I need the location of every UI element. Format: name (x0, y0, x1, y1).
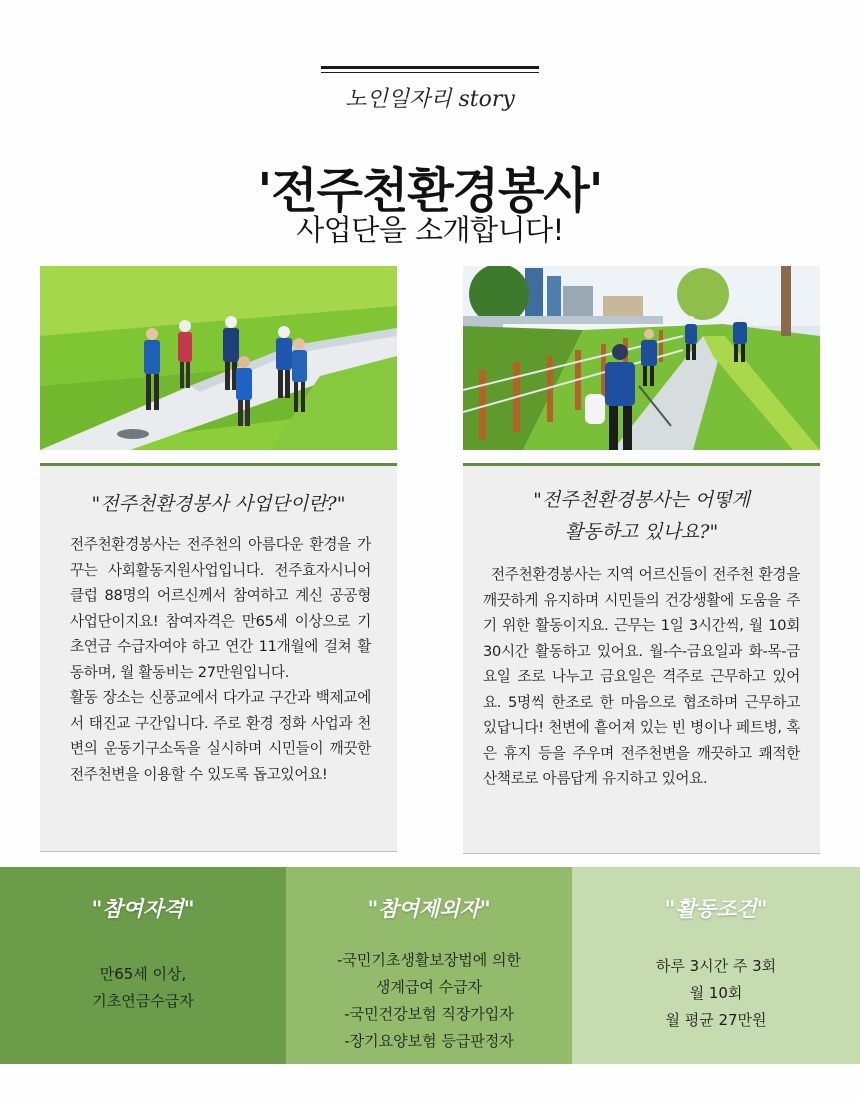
panel-line: 기초연금수급자 (92, 992, 194, 1010)
card-question (463, 484, 820, 548)
photo-seniors-cleaning (463, 266, 820, 450)
card-paragraph: 전주천환경봉사는 전주천의 아름다운 환경을 가꾸는 사회활동지원사업입니다. 전주효자시니어클럽 88명의 어르신께서 참여하고 계신 공공형 사업단이지요! 참여자격은 만65세 이상으로 기초연금 수급자여야 하고 연간 11개월에 걸쳐 활동하며, 월 활동비는 27만원입니다. (70, 536, 371, 681)
page-subtitle: 사업단을 소개합니다! (296, 213, 564, 247)
header-rule-thick (321, 66, 539, 69)
card-question-line: "전주천환경봉사는 어떻게 (533, 489, 750, 511)
conditions-panel (572, 867, 860, 1064)
page-title: '전주천환경봉사' (257, 163, 603, 219)
card-how-it-works (463, 463, 820, 854)
photo-seniors-cleaning-walkway-fence-icon (463, 266, 820, 450)
panel-line: 월 평균 27만원 (665, 1011, 767, 1029)
panel-body (286, 947, 572, 1055)
photo-seniors-walking (40, 266, 397, 450)
panel-body (0, 961, 286, 1015)
panel-heading: "참여자격" (91, 896, 195, 921)
panel-line: 하루 3시간 주 3회 (655, 957, 777, 975)
panel-heading: "참여제외자" (367, 896, 491, 921)
series-kicker: 노인일자리 story (345, 87, 515, 112)
panel-heading: "활동조건" (664, 896, 768, 921)
photo-seniors-walking-riverside-path-icon (40, 266, 397, 450)
panel-line: 생계급여 수급자 (375, 978, 483, 996)
panel-line: 월 10회 (689, 984, 743, 1002)
page-header (0, 0, 860, 260)
card-paragraph: 활동 장소는 신풍교에서 다가교 구간과 백제교에서 태진교 구간입니다. 주로 환경 정화 사업과 천변의 운동기구소독을 실시하며 시민들이 깨끗한 전주천변을 이용할 수 있도록 돕고있어요! (70, 689, 371, 783)
card-paragraph: 전주천환경봉사는 지역 어르신들이 전주천 환경을 깨끗하게 유지하며 시민들의 건강생활에 도움을 주기 위한 활동이지요. 근무는 1일 3시간씩, 월 10회 30시간 활동하고 있어요. 월-수-금요일과 화-목-금요일 조로 나누고 금요일은 격주로 근무하고 있어요. 5명씩 한조로 한 마음으로 협조하며 근무하고 있답니다! 천변에 흩어져 있는 빈 병이나 페트병, 혹은 휴지 등을 주우며 전주천변을 깨끗하고 쾌적한 산책로로 아름답게 유지하고 있어요. (483, 566, 800, 787)
panel-line: -국민기초생활보장법에 의한 (336, 951, 522, 969)
header-rule-thin (321, 72, 539, 73)
card-body (483, 562, 800, 792)
panel-line: 만65세 이상, (99, 965, 187, 983)
card-question: "전주천환경봉사 사업단이란?" (91, 493, 346, 515)
panel-body (572, 953, 860, 1034)
card-question-line: 활동하고 있나요?" (564, 521, 719, 543)
eligibility-panel (0, 867, 286, 1064)
panel-line: -국민건강보험 직장가입자 (344, 1005, 514, 1023)
panel-line: -장기요양보험 등급판정자 (344, 1032, 514, 1050)
card-what-is-program (40, 463, 397, 852)
info-strip (0, 867, 860, 1064)
card-body (70, 532, 371, 787)
exclusions-panel (286, 867, 572, 1064)
